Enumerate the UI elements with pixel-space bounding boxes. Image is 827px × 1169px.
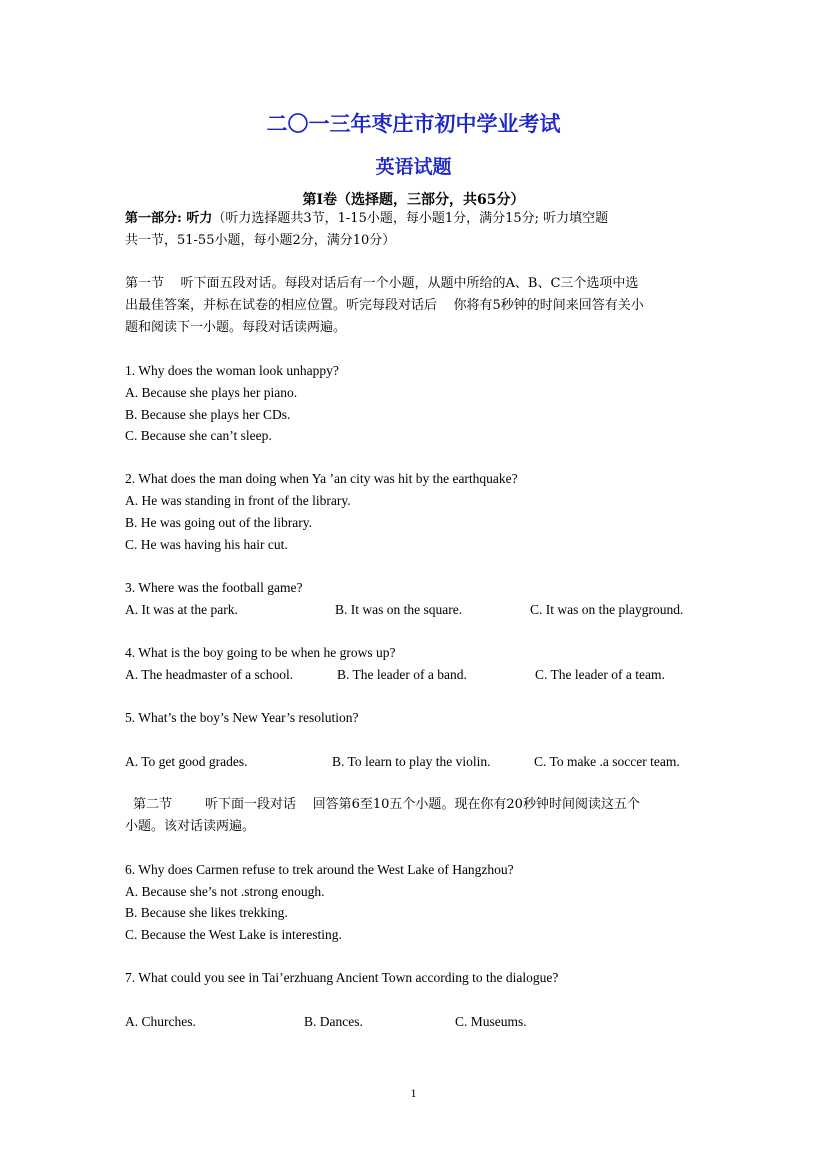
- question-stem: 5. What’s the boy’s New Year’s resolution?: [125, 710, 359, 725]
- question-option: B. Dances.: [304, 1014, 363, 1029]
- section1-line3: 题和阅读下一小题。每段对话读两遍。: [125, 320, 347, 335]
- question-option: C. Because the West Lake is interesting.: [125, 927, 342, 942]
- section1-line1: 第一节 听下面五段对话。每段对话后有一个小题，从题中所给的A、B、C三个选项中选: [125, 276, 639, 291]
- question-stem: 4. What is the boy going to be when he grows up?: [125, 645, 396, 660]
- question-option: B. Because she likes trekking.: [125, 905, 288, 920]
- part1-desc-line1-tail: 听力填空题: [543, 211, 609, 226]
- question-option: B. The leader of a band.: [337, 667, 467, 682]
- volume-heading: 第Ⅰ卷（选择题，三部分，共65分）: [302, 192, 525, 208]
- subject-title: 英语试题: [375, 156, 452, 178]
- page-number: 1: [410, 1086, 417, 1100]
- question-option: C. It was on the playground.: [530, 602, 684, 617]
- question-option: C. He was having his hair cut.: [125, 537, 288, 552]
- question-stem: 3. Where was the football game?: [125, 580, 303, 595]
- question-option: C. The leader of a team.: [535, 667, 665, 682]
- section1-line2: 出最佳答案，并标在试卷的相应位置。听完每段对话后 你将有5秒钟的时间来回答有关小: [125, 298, 644, 313]
- question-stem: 1. Why does the woman look unhappy?: [125, 363, 339, 378]
- section2-line1: 第二节 听下面一段对话 回答第6至10五个小题。现在你有20秒钟时间阅读这五个: [133, 797, 640, 812]
- question-option: C. To make .a soccer team.: [534, 754, 680, 769]
- question-option: C. Because she can’t sleep.: [125, 428, 272, 443]
- section2-instructions-cont: [125, 816, 705, 838]
- question-option: C. Museums.: [455, 1014, 527, 1029]
- question-stem: 2. What does the man doing when Ya ’an city was hit by the earthquake?: [125, 471, 518, 486]
- question-option: A. It was at the park.: [125, 602, 238, 617]
- section2-line2: 小题。该对话读两遍。: [125, 819, 256, 834]
- question-option: B. Because she plays her CDs.: [125, 407, 291, 422]
- question-option: A. To get good grades.: [125, 754, 248, 769]
- question-option: A. The headmaster of a school.: [125, 667, 294, 682]
- part1-intro: 第一部分: 听力（听力选择题共3节，1-15小题，每小题1分，满分15分; 听力填空题 共一节，51-55小题，每小题2分，满分10分）: [125, 211, 609, 248]
- section2-instructions: [133, 794, 705, 816]
- exam-title: 二〇一三年枣庄市初中学业考试: [266, 111, 561, 136]
- question-stem: 7. What could you see in Tai’erzhuang Ancient Town according to the dialogue?: [125, 970, 559, 985]
- question-stem: 6. Why does Carmen refuse to trek around the West Lake of Hangzhou?: [125, 862, 514, 877]
- question-option: A. Because she plays her piano.: [125, 385, 298, 400]
- section1-instructions: [125, 273, 705, 339]
- part1-desc-line2: 共一节，51-55小题，每小题2分，满分10分）: [125, 233, 396, 248]
- question-option: B. He was going out of the library.: [125, 515, 312, 530]
- question-option: B. It was on the square.: [335, 602, 463, 617]
- question-option: B. To learn to play the violin.: [332, 754, 491, 769]
- part1-desc-line1: （听力选择题共3节，1-15小题，每小题1分，满分15分: [212, 211, 535, 226]
- question-option: A. He was standing in front of the library.: [125, 493, 351, 508]
- question-option: A. Churches.: [125, 1014, 196, 1029]
- question-option: A. Because she’s not .strong enough.: [125, 884, 325, 899]
- part1-name: 听力: [186, 211, 213, 226]
- part1-label: 第一部分: [125, 211, 178, 226]
